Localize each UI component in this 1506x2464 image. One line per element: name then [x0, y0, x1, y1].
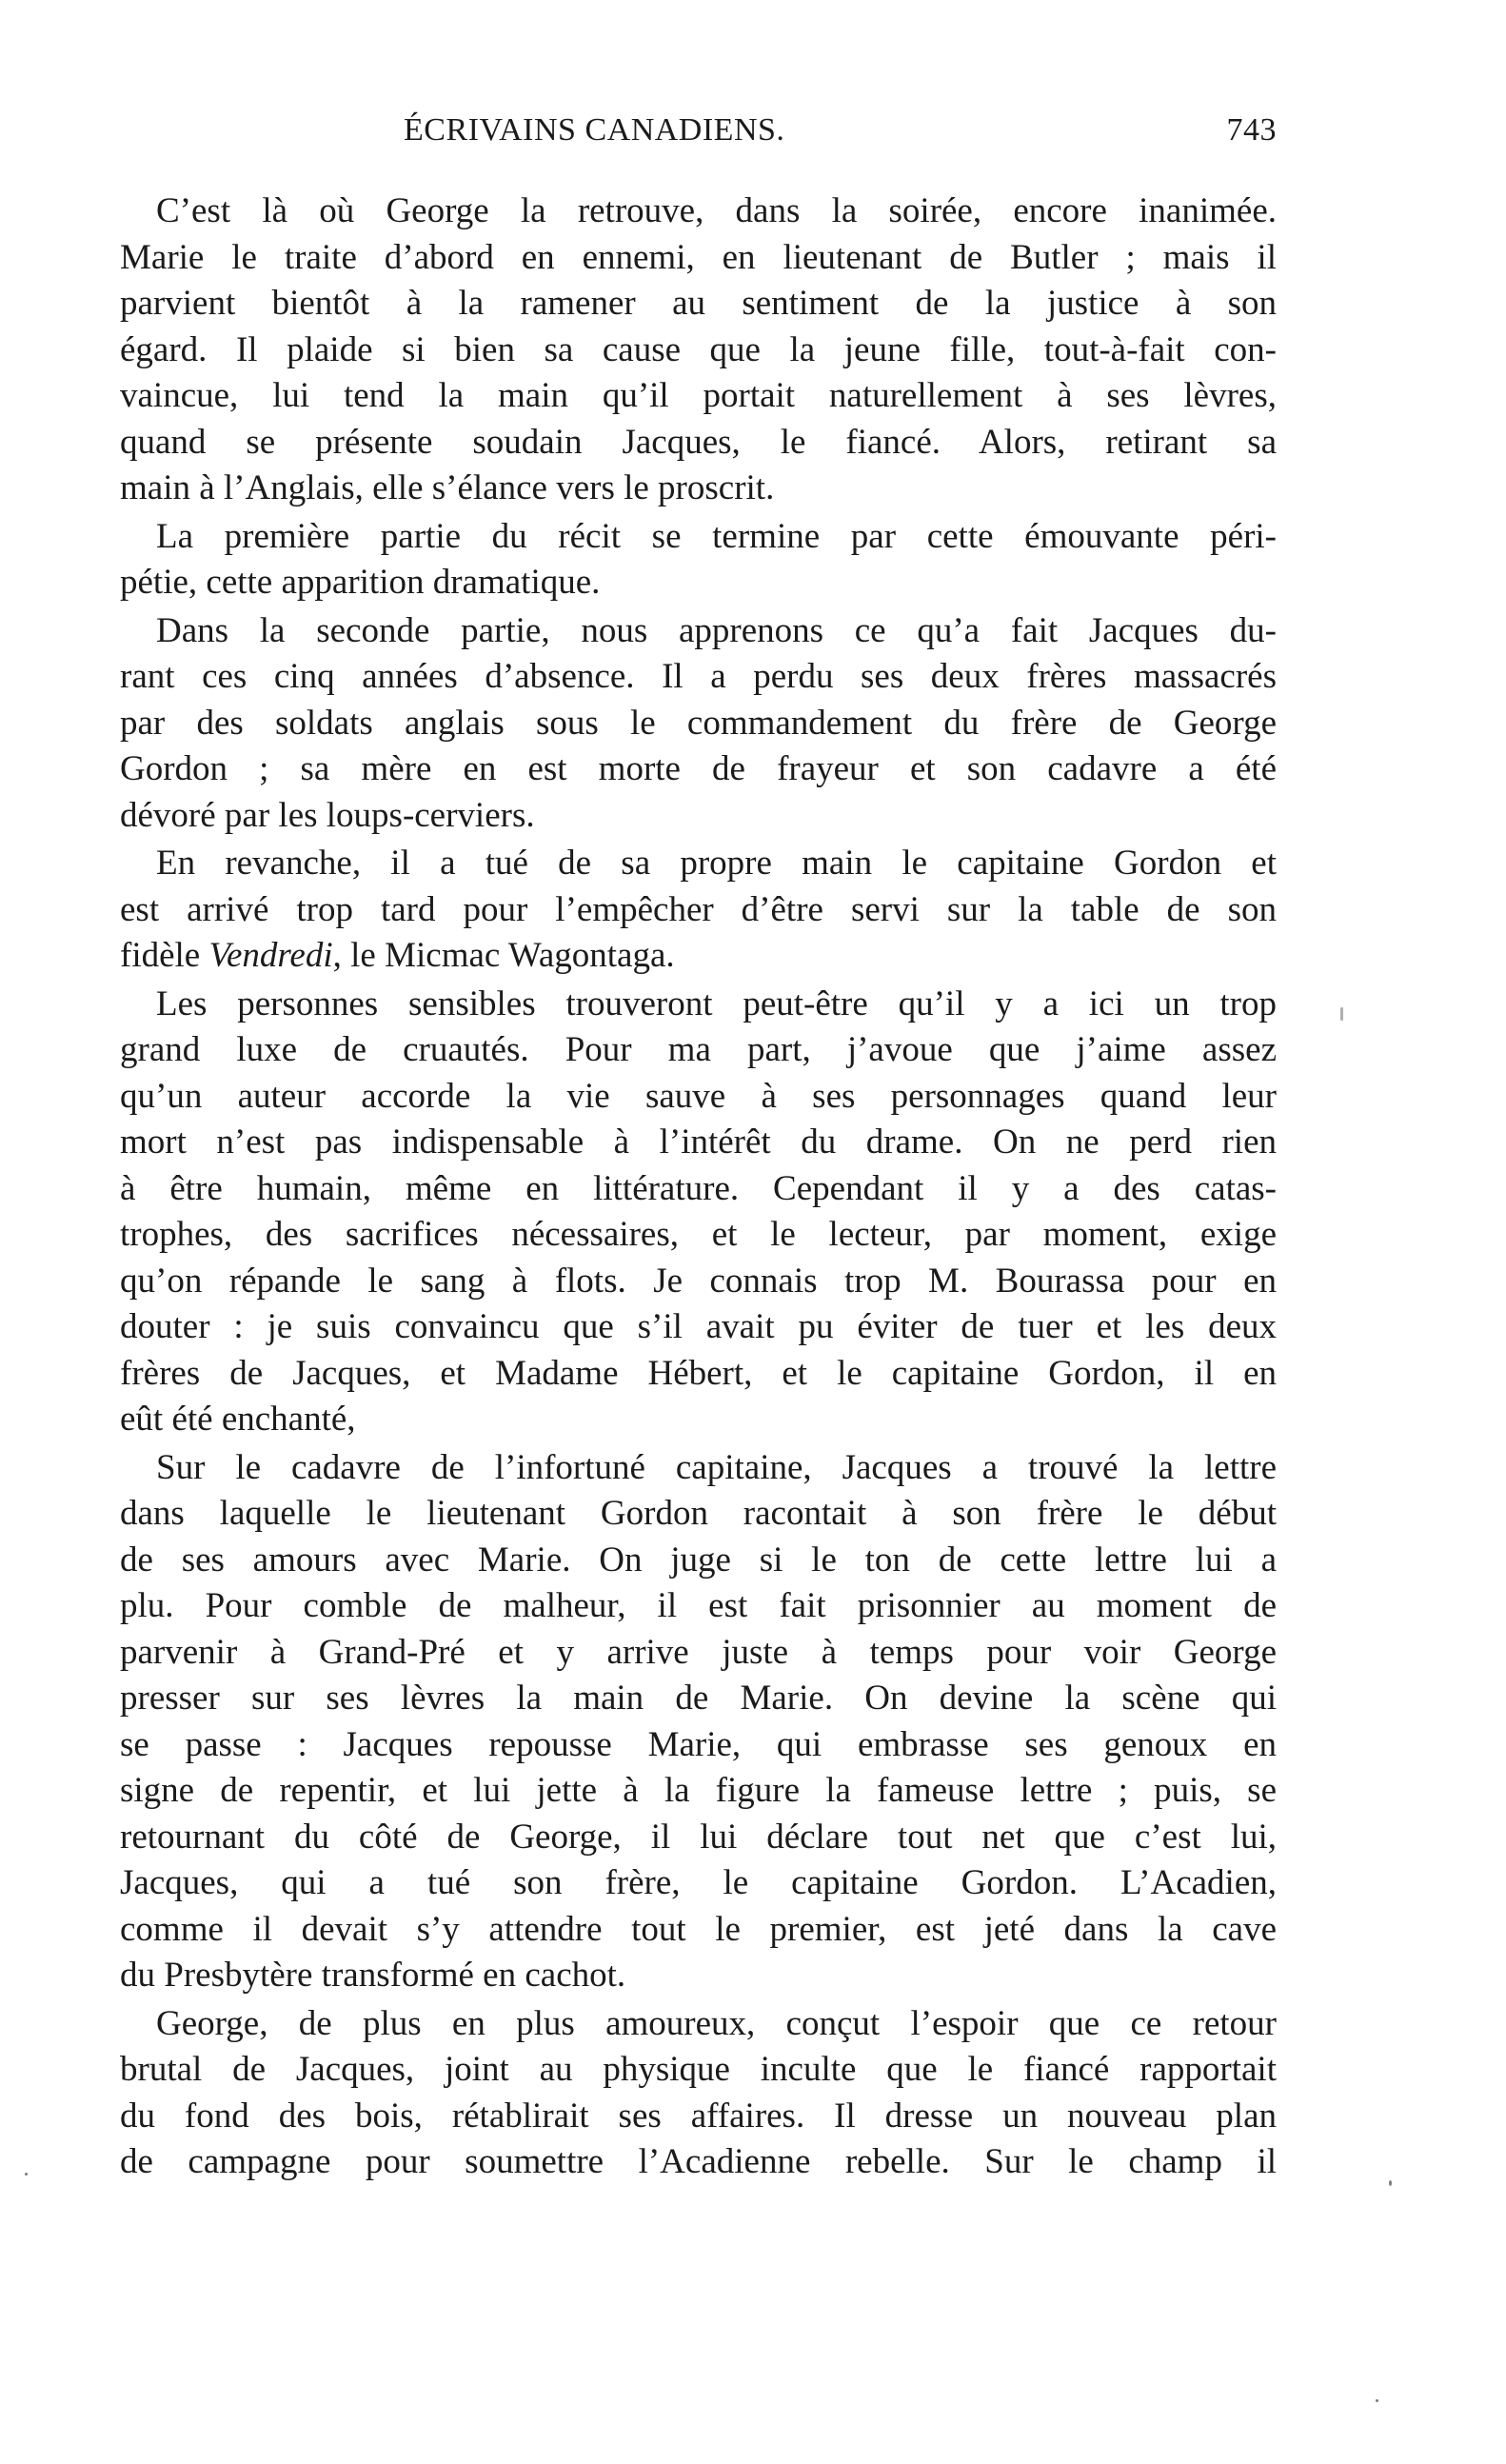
text-line: parvenir à Grand-Pré et y arrive juste à temps pour voir George [120, 1632, 1277, 1672]
text-line: parvient bientôt à la ramener au sentiment de la justice à son [120, 284, 1277, 323]
text-line: grand luxe de cruautés. Pour ma part, j’avoue que j’aime assez [120, 1030, 1277, 1069]
text-line: se passe : Jacques repousse Marie, qui embrasse ses genoux en [120, 1724, 1277, 1764]
text-line: à être humain, même en littérature. Cependant il y a des catas- [120, 1168, 1277, 1208]
text-line: main à l’Anglais, elle s’élance vers le proscrit. [120, 468, 775, 507]
text-line: douter : je suis convaincu que s’il avait pu éviter de tuer et les deux [120, 1307, 1277, 1346]
text-line: Gordon ; sa mère en est morte de frayeur et son cadavre a été [120, 749, 1277, 788]
body-text [120, 187, 1277, 2186]
running-head [120, 112, 1277, 160]
text-line: mort n’est pas indispensable à l’intérêt du drame. On ne perd rien [120, 1123, 1277, 1162]
text-line: signe de repentir, et lui jette à la figure la fameuse lettre ; puis, se [120, 1771, 1277, 1810]
text-line: qu’on répande le sang à flots. Je connais trop M. Bourassa pour en [120, 1261, 1277, 1301]
text-line: La première partie du récit se termine par cette émouvante péri- [156, 516, 1277, 556]
text-line: vaincue, lui tend la main qu’il portait naturellement à ses lèvres, [120, 376, 1277, 415]
text-line: George, de plus en plus amoureux, conçut l’espoir que ce retour [156, 2003, 1277, 2043]
text-line: rant ces cinq années d’absence. Il a perdu ses deux frères massacrés [120, 657, 1277, 696]
text-line: Les personnes sensibles trouveront peut-être qu’il y a ici un trop [156, 984, 1277, 1023]
text-line: eût été enchanté, [120, 1400, 356, 1439]
text-line: dans laquelle le lieutenant Gordon racontait à son frère le début [120, 1494, 1277, 1533]
text-line-italic [120, 933, 1277, 980]
text-line: Jacques, qui a tué son frère, le capitaine Gordon. L’Acadien, [120, 1863, 1277, 1902]
text-line: En revanche, il a tué de sa propre main le capitaine Gordon et [156, 844, 1277, 883]
paper-speck [1389, 2180, 1392, 2186]
text-line: de campagne pour soumettre l’Acadienne rebelle. Sur le champ il [120, 2142, 1277, 2181]
text-line: est arrivé trop tard pour l’empêcher d’être servi sur la table de son [120, 889, 1277, 929]
text-line: presser sur ses lèvres la main de Marie. On devine la scène qui [120, 1679, 1277, 1718]
line-segment: , le Micmac Wagontaga. [332, 936, 675, 975]
text-line: du fond des bois, rétablirait ses affaires. Il dresse un nouveau plan [120, 2096, 1277, 2136]
text-line: plu. Pour comble de malheur, il est fait prisonnier au moment de [120, 1586, 1277, 1625]
text-line: de ses amours avec Marie. On juge si le ton de cette lettre lui a [120, 1540, 1277, 1580]
italic-word: Vendredi [208, 936, 333, 975]
text-line: Sur le cadavre de l’infortuné capitaine, Jacques a trouvé la lettre [156, 1447, 1277, 1487]
text-line: comme il devait s’y attendre tout le premier, est jeté dans la cave [120, 1909, 1277, 1949]
text-line: quand se présente soudain Jacques, le fiancé. Alors, retirant sa [120, 422, 1277, 462]
text-line: Marie le traite d’abord en ennemi, en lieutenant de Butler ; mais il [120, 237, 1277, 277]
text-line: dévoré par les loups-cerviers. [120, 795, 535, 835]
paper-speck [25, 2173, 28, 2176]
line-segment: fidèle [120, 936, 209, 975]
text-line: C’est là où George la retrouve, dans la soirée, encore inanimée. [156, 191, 1277, 230]
text-line: par des soldats anglais sous le commandement du frère de George [120, 703, 1277, 743]
text-line: trophes, des sacrifices nécessaires, et le lecteur, par moment, exige [120, 1215, 1277, 1254]
text-line: égard. Il plaide si bien sa cause que la jeune fille, tout-à-fait con- [120, 329, 1277, 369]
text-line: retournant du côté de George, il lui déclare tout net que c’est lui, [120, 1817, 1277, 1857]
text-line: pétie, cette apparition dramatique. [120, 563, 601, 602]
running-head-title: ÉCRIVAINS CANADIENS. [404, 112, 785, 148]
text-line: brutal de Jacques, joint au physique inculte que le fiancé rapportait [120, 2050, 1277, 2089]
text-line: frères de Jacques, et Madame Hébert, et le capitaine Gordon, il en [120, 1353, 1277, 1393]
paper-speck [1340, 1007, 1343, 1021]
page-number: 743 [1226, 112, 1277, 148]
text-line: Dans la seconde partie, nous apprenons ce qu’a fait Jacques du- [156, 610, 1277, 650]
text-line: qu’un auteur accorde la vie sauve à ses personnages quand leur [120, 1076, 1277, 1116]
text-line: du Presbytère transformé en cachot. [120, 1956, 626, 1995]
paper-speck [1376, 2399, 1378, 2402]
